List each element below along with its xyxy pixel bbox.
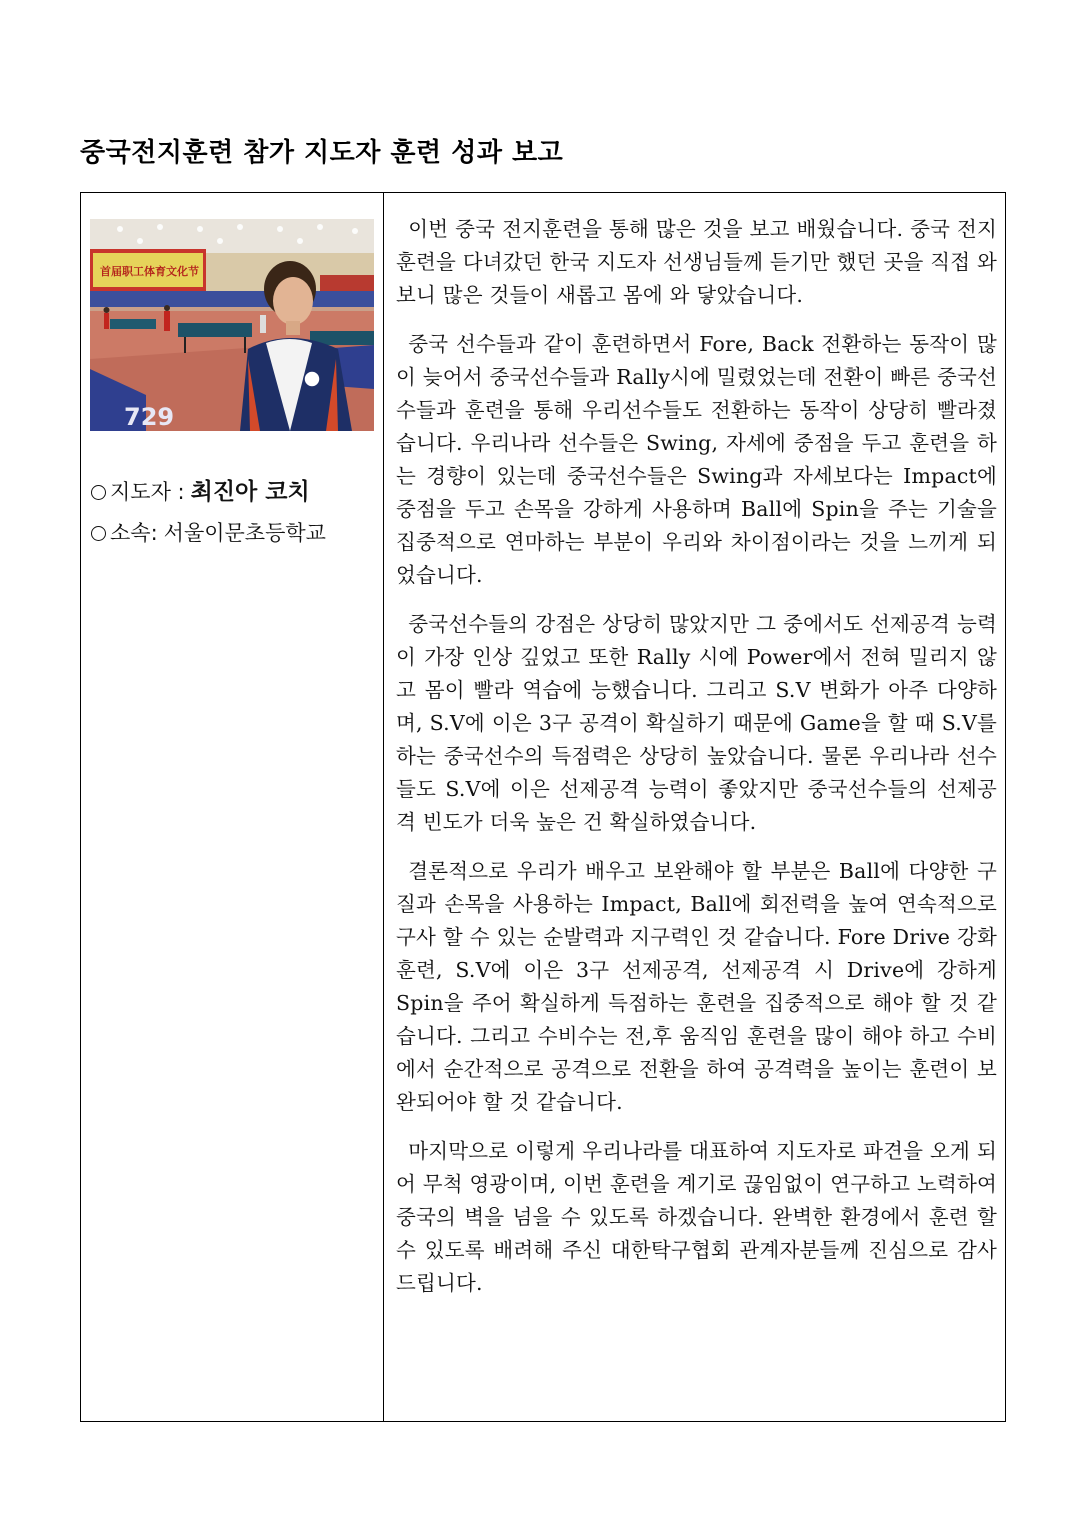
affiliation-line bbox=[91, 517, 326, 547]
coach-photo bbox=[90, 219, 374, 431]
report-paragraph: 중국 선수들과 같이 훈련하면서 Fore, Back 전환하는 동작이 많이 늦어서 중국선수들과 Rally시에 밀렸었는데 전환이 빠른 중국선수들과 훈련을 통해 우리선수들도 전환하는 동작이 상당히 빨라졌습니다. 우리나라 선수들은 Swing, 자세에 중점을 두고 훈련을 하는 경향이 있는데 중국선수들은 Swing과 자세보다는 Impact에 중점을 두고 손목을 강하게 사용하며 Ball에 Spin을 주는 기술을 집중적으로 연마하는 부분이 우리와 차이점이라는 것을 느끼게 되었습니다. bbox=[396, 332, 997, 587]
report-table bbox=[80, 192, 1006, 1422]
banner-text: 首届职工体育文化节 bbox=[100, 265, 199, 278]
report-paragraph: 마지막으로 이렇게 우리나라를 대표하여 지도자로 파견을 오게 되어 무척 영광이며, 이번 훈련을 계기로 끊임없이 연구하고 노력하여 중국의 벽을 넘을 수 있도록 하겠습니다. 완벽한 환경에서 훈련 할 수 있도록 배려해 주신 대한탁구협회 관계자분들께 진심으로 감사드립니다. bbox=[396, 1139, 997, 1295]
coach-label: 지도자 : bbox=[110, 480, 185, 504]
profile-cell bbox=[81, 193, 384, 1421]
coach-line bbox=[91, 473, 310, 506]
affiliation-value: 서울이문초등학교 bbox=[163, 521, 326, 545]
report-paragraph: 중국선수들의 강점은 상당히 많았지만 그 중에서도 선제공격 능력이 가장 인상 깊었고 또한 Rally 시에 Power에서 전혀 밀리지 않고 몸이 빨라 역습에 능했습니다. 그리고 S.V 변화가 아주 다양하며, S.V에 이은 3구 공격이 확실하기 때문에 Game을 할 때 S.V를 하는 중국선수의 득점력은 상당히 높았습니다. 물론 우리나라 선수들도 S.V에 이은 선제공격 능력이 좋았지만 중국선수들의 선제공격 빈도가 더욱 높은 건 확실하였습니다. bbox=[396, 612, 997, 834]
coach-name: 최진아 코치 bbox=[190, 479, 310, 505]
barrier-number: 729 bbox=[124, 403, 175, 431]
circle-bullet-icon bbox=[91, 526, 106, 541]
affiliation-label: 소속: bbox=[110, 521, 158, 545]
circle-bullet-icon bbox=[91, 485, 106, 500]
page-title: 중국전지훈련 참가 지도자 훈련 성과 보고 bbox=[80, 138, 564, 168]
report-body bbox=[384, 193, 1005, 1421]
report-paragraph: 결론적으로 우리가 배우고 보완해야 할 부분은 Ball에 다양한 구질과 손목을 사용하는 Impact, Ball에 회전력을 높여 연속적으로 구사 할 수 있는 순발력과 지구력인 것 같습니다. Fore Drive 강화훈련, S.V에 이은 3구 선제공격, 선제공격 시 Drive에 강하게 Spin을 주어 확실하게 득점하는 훈련을 집중적으로 해야 할 것 같습니다. 그리고 수비수는 전,후 움직임 훈련을 많이 해야 하고 수비에서 순간적으로 공격으로 전환을 하여 공격력을 높이는 훈련이 보완되어야 할 것 같습니다. bbox=[396, 859, 997, 1114]
report-paragraph: 이번 중국 전지훈련을 통해 많은 것을 보고 배웠습니다. 중국 전지훈련을 다녀갔던 한국 지도자 선생님들께 듣기만 했던 곳을 직접 와 보니 많은 것들이 새롭고 몸에 와 닿았습니다. bbox=[396, 217, 997, 307]
